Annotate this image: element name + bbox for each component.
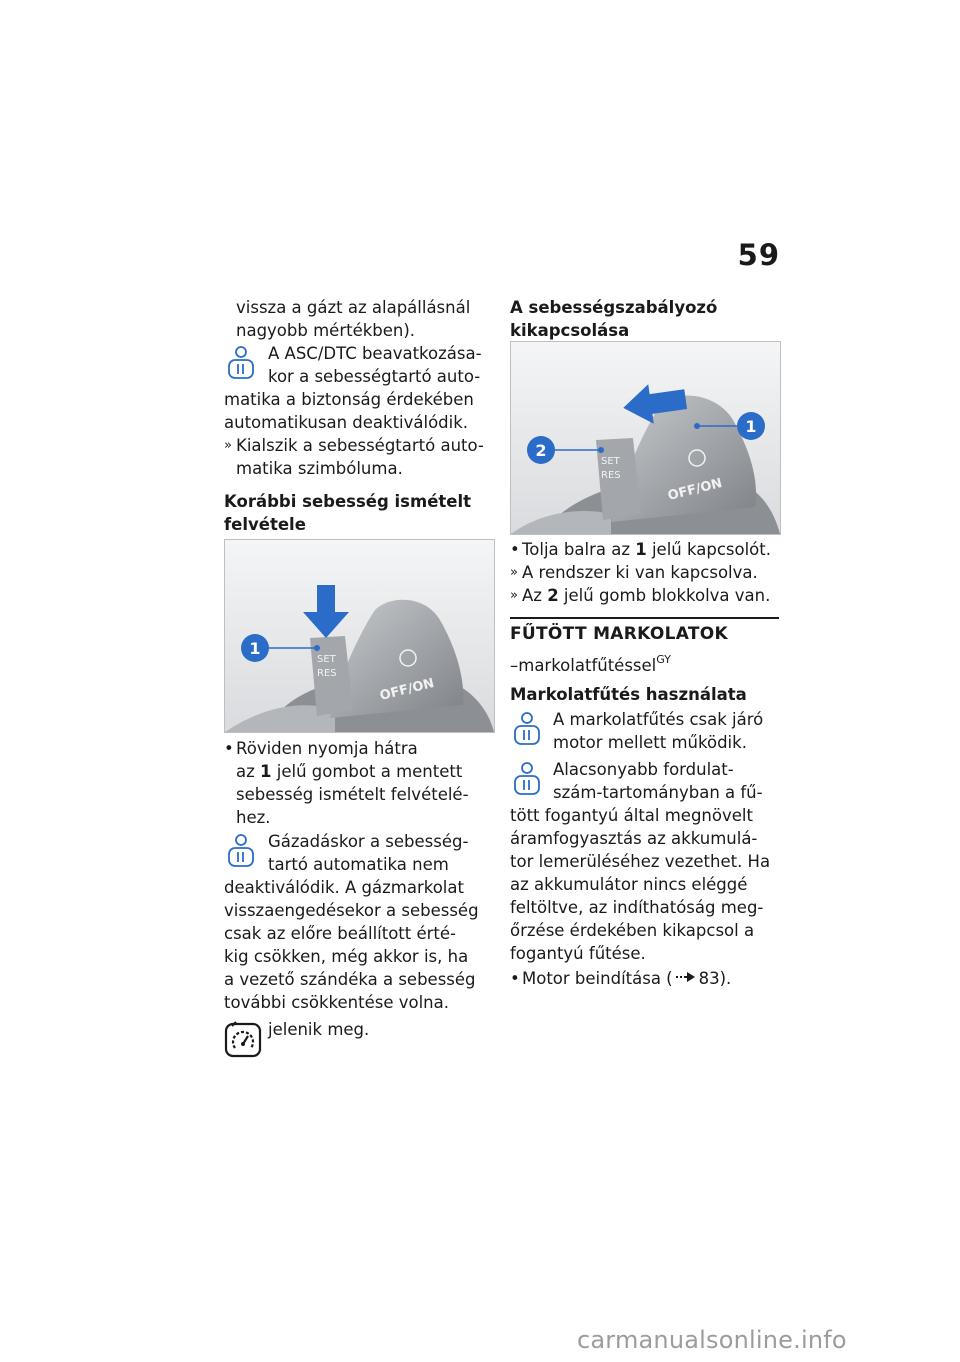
chapter-rule: [510, 617, 779, 619]
off-on-label: OFF/ON: [666, 475, 724, 504]
note-text: a vezető szándéka a sebesség: [224, 970, 476, 989]
figure-off-switch: [510, 341, 781, 535]
section-title: kikapcsolása: [510, 321, 630, 340]
note-text: fogantyú fűtése.: [510, 944, 646, 963]
result-text: Kialszik a sebességtartó auto-: [236, 436, 484, 455]
callout-1: 1: [745, 417, 757, 436]
section-title: Korábbi sebesség ismételt: [224, 492, 472, 511]
note-text: kor a sebességtartó auto-: [268, 367, 481, 386]
note-text: motor mellett működik.: [553, 733, 747, 752]
callout-1: 1: [249, 639, 261, 658]
note-text: visszaengedésekor a sebesség: [224, 901, 479, 920]
figure-resume-button: [224, 539, 495, 733]
result-symbol: »: [510, 565, 518, 580]
chapter-title: FŰTÖTT MARKOLATOK: [510, 624, 728, 644]
note-text: szám-tartományban a fű-: [553, 783, 763, 802]
step-text: Motor beindítása ( 83).: [522, 969, 732, 988]
symbol-text: jelenik meg.: [268, 1020, 370, 1039]
note-text: A markolatfűtés csak járó: [553, 710, 764, 729]
bullet: •: [510, 540, 520, 559]
note-text: matika a biztonság érdekében: [224, 390, 474, 409]
res-label: RES: [601, 470, 621, 481]
result-text: matika szimbóluma.: [236, 459, 403, 478]
info-icon: [226, 832, 256, 870]
note-text: tartó automatika nem: [268, 855, 449, 874]
note-text: kig csökken, még akkor is, ha: [224, 947, 469, 966]
note-text: Gázadáskor a sebesség-: [268, 832, 469, 851]
result-symbol: »: [510, 588, 518, 603]
note-text: Alacsonyabb fordulat-: [553, 760, 734, 779]
step-text: az 1 jelű gombot a mentett: [236, 762, 463, 781]
note-text: A ASC/DTC beavatkozása-: [268, 344, 482, 363]
note-text: tor lemerüléséhez vezethet. Ha: [510, 852, 771, 871]
result-text: Az 2 jelű gomb blokkolva van.: [522, 586, 771, 605]
chapter-subtitle: –markolatfűtéssel$^{GY}$: [510, 653, 671, 675]
result-symbol: »: [224, 438, 232, 453]
page-number: 59: [737, 238, 780, 272]
info-icon: [512, 760, 542, 798]
section-title: A sebességszabályozó: [510, 298, 718, 317]
step-text: Röviden nyomja hátra: [236, 739, 418, 758]
res-label: RES: [317, 668, 337, 679]
info-icon: [512, 710, 542, 748]
set-label: SET: [317, 654, 336, 665]
subsection-title: Markolatfűtés használata: [510, 685, 747, 704]
bullet: •: [510, 969, 520, 988]
note-text: őrzése érdekében kikapcsol a: [510, 921, 755, 940]
set-label: SET: [601, 456, 620, 467]
note-text: feltöltve, az indíthatóság meg-: [510, 898, 764, 917]
info-icon: [226, 344, 256, 382]
callout-2: 2: [535, 441, 547, 460]
note-text: további csökkentése volna.: [224, 993, 449, 1012]
page-reference[interactable]: 83: [698, 969, 720, 988]
bullet: •: [224, 739, 234, 758]
intro-text: vissza a gázt az alapállásnál: [236, 298, 471, 317]
note-text: deaktiválódik. A gázmarkolat: [224, 878, 464, 897]
off-on-label: OFF/ON: [378, 675, 436, 704]
cruise-control-icon: [224, 1020, 262, 1058]
note-text: az akkumulátor nincs eléggé: [510, 875, 748, 894]
section-title: felvétele: [224, 515, 306, 534]
result-text: A rendszer ki van kapcsolva.: [522, 563, 758, 582]
intro-text: nagyobb mértékben).: [236, 321, 416, 340]
note-text: áramfogyasztás az akkumulá-: [510, 829, 758, 848]
step-text: hez.: [236, 808, 271, 827]
note-text: csak az előre beállított érté-: [224, 924, 456, 943]
step-text: sebesség ismételt felvételé-: [236, 785, 469, 804]
note-text: tött fogantyú által megnövelt: [510, 806, 753, 825]
step-text: Tolja balra az 1 jelű kapcsolót.: [522, 540, 771, 559]
watermark: carmanualsonline.info: [577, 1326, 847, 1354]
arrow-reference-icon: [675, 971, 697, 983]
note-text: automatikusan deaktiválódik.: [224, 413, 469, 432]
